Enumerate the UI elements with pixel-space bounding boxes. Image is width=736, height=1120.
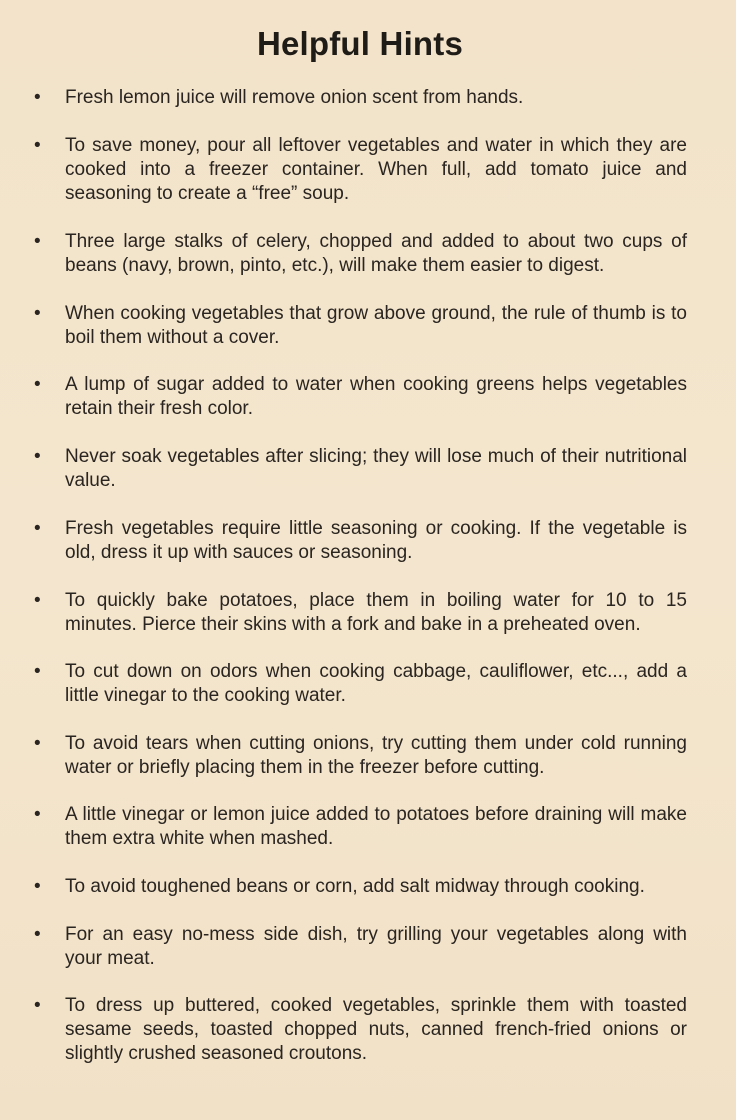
hint-text: To cut down on odors when cooking cabbage, cauliflower, etc..., add a little vinegar to the cooking water. bbox=[65, 661, 687, 706]
bullet-icon: • bbox=[34, 231, 41, 252]
bullet-icon: • bbox=[34, 661, 41, 682]
bullet-icon: • bbox=[34, 87, 41, 108]
hint-text: When cooking vegetables that grow above ground, the rule of thumb is to boil them without a cover. bbox=[65, 303, 687, 348]
bullet-icon: • bbox=[34, 733, 41, 754]
bullet-icon: • bbox=[34, 924, 41, 945]
bullet-icon: • bbox=[34, 995, 41, 1016]
bullet-icon: • bbox=[34, 303, 41, 324]
hint-text: Never soak vegetables after slicing; they will lose much of their nutritional value. bbox=[65, 446, 687, 491]
hint-text: To avoid tears when cutting onions, try cutting them under cold running water or briefly placing them in the freezer before cutting. bbox=[65, 733, 687, 778]
bullet-icon: • bbox=[34, 446, 41, 467]
hint-text: A little vinegar or lemon juice added to potatoes before draining will make them extra white when mashed. bbox=[65, 804, 687, 849]
hint-text: For an easy no-mess side dish, try grilling your vegetables along with your meat. bbox=[65, 924, 687, 969]
bullet-icon: • bbox=[34, 135, 41, 156]
hint-text: To quickly bake potatoes, place them in boiling water for 10 to 15 minutes. Pierce their skins with a fork and bake in a preheated oven. bbox=[65, 590, 687, 635]
hint-text: To dress up buttered, cooked vegetables, sprinkle them with toasted sesame seeds, toasted chopped nuts, canned french-fried onions or slightly crushed seasoned croutons. bbox=[65, 995, 687, 1064]
bullet-icon: • bbox=[34, 876, 41, 897]
bullet-icon: • bbox=[34, 804, 41, 825]
hint-text: To save money, pour all leftover vegetables and water in which they are cooked into a freezer container. When full, add tomato juice and seasoning to create a “free” soup. bbox=[65, 135, 687, 204]
hint-text: To avoid toughened beans or corn, add salt midway through cooking. bbox=[65, 876, 645, 897]
bullet-icon: • bbox=[34, 590, 41, 611]
hint-text: Three large stalks of celery, chopped and added to about two cups of beans (navy, brown, pinto, etc.), will make them easier to digest. bbox=[65, 231, 687, 276]
bullet-icon: • bbox=[34, 374, 41, 395]
hint-text: Fresh lemon juice will remove onion scent from hands. bbox=[65, 87, 524, 108]
bullet-icon: • bbox=[34, 518, 41, 539]
hint-text: A lump of sugar added to water when cooking greens helps vegetables retain their fresh color. bbox=[65, 374, 687, 419]
hint-text: Fresh vegetables require little seasoning or cooking. If the vegetable is old, dress it up with sauces or seasoning. bbox=[65, 518, 687, 563]
page-title: Helpful Hints bbox=[256, 25, 464, 62]
